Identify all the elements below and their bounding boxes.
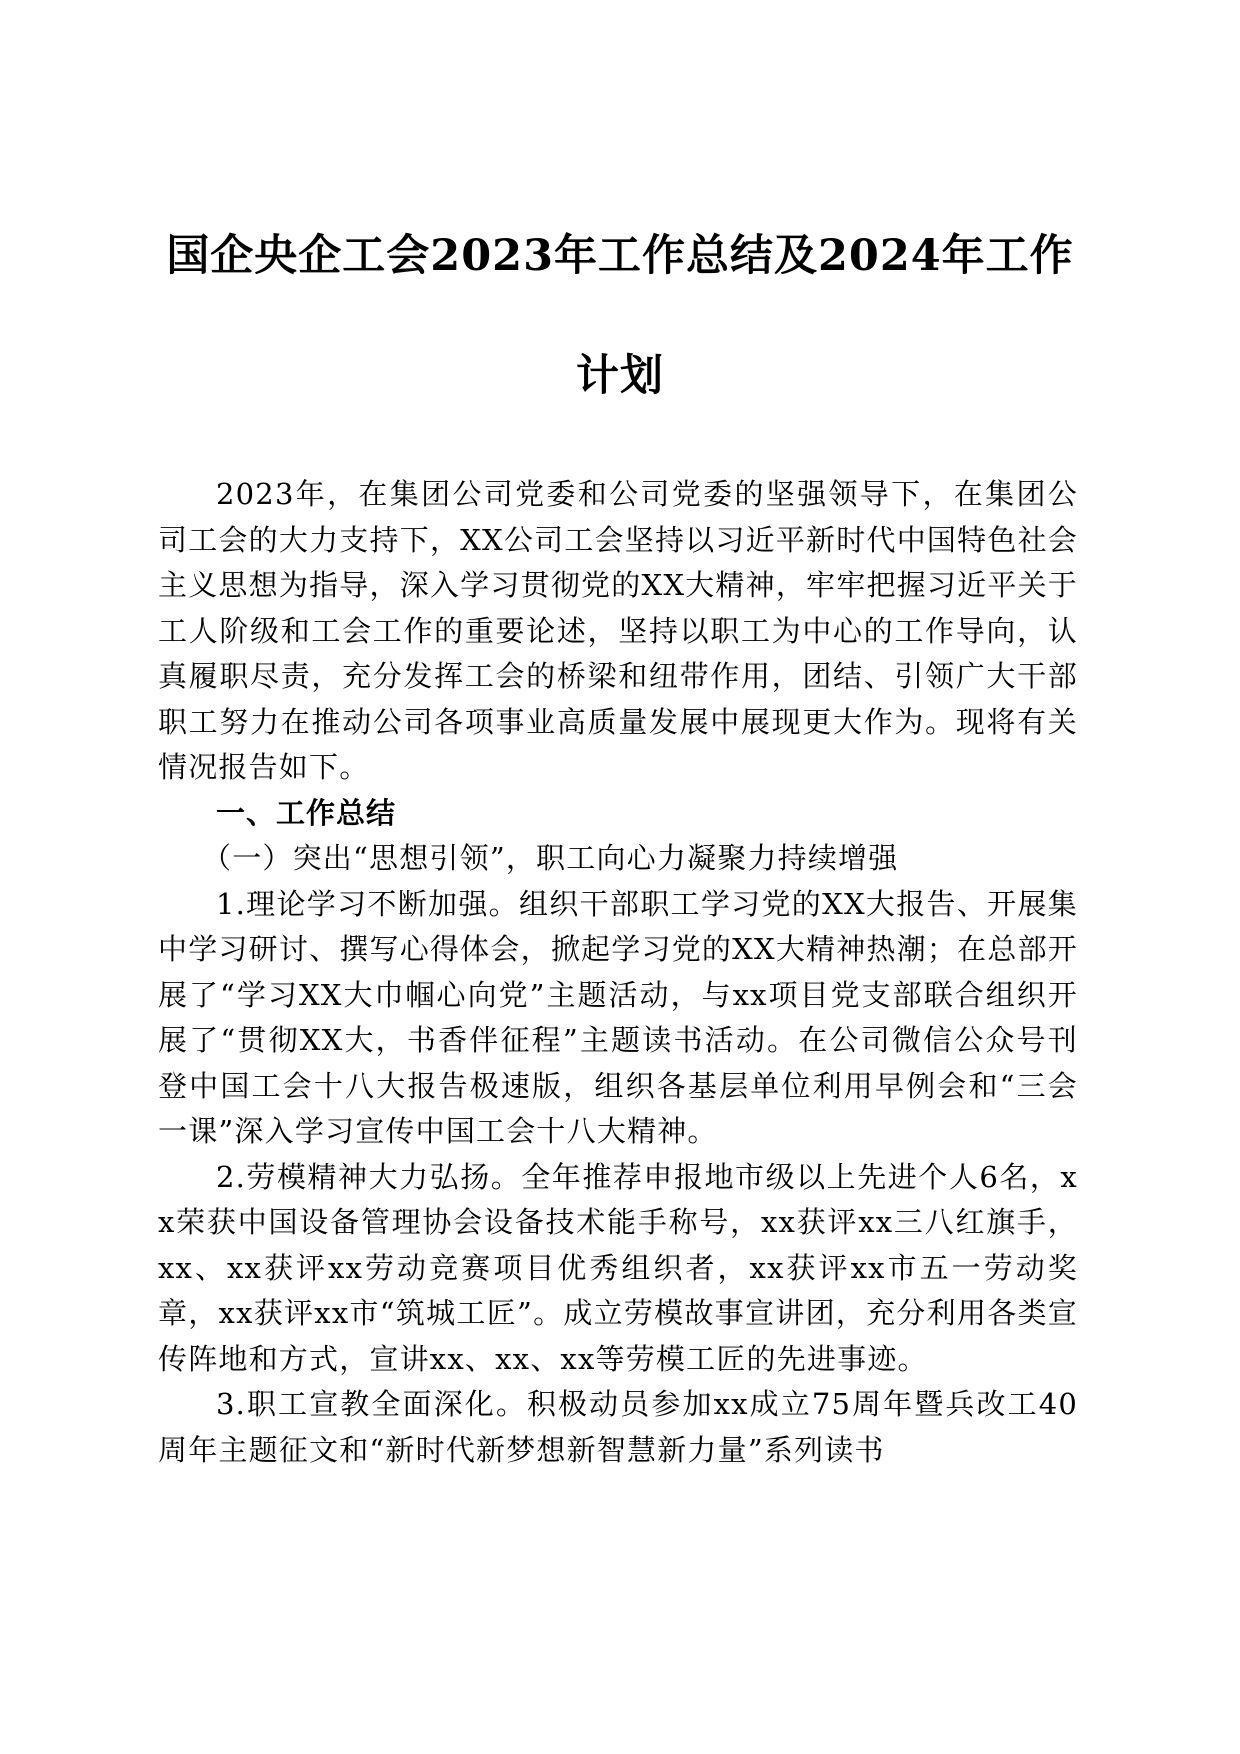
document-body <box>158 472 1078 1473</box>
item-paragraph-2: 2.劳模精神大力弘扬。全年推荐申报地市级以上先进个人6名，xx荣获中国设备管理协会设备技术能手称号，xx获评xx三八红旗手，xx、xx获评xx劳动竞赛项目优秀组织者，xx获评xx市五一劳动奖章，xx获评xx市“筑城工匠”。成立劳模故事宣讲团，充分利用各类宣传阵地和方式，宣讲xx、xx、xx等劳模工匠的先进事迹。 <box>158 1159 1078 1376</box>
document-title-line1: 国企央企工会2023年工作总结及2024年工作 <box>166 231 1074 281</box>
document-title-line2: 计划 <box>576 351 664 401</box>
intro-paragraph: 2023年，在集团公司党委和公司党委的坚强领导下，在集团公司工会的大力支持下，XX公司工会坚持以习近平新时代中国特色社会主义思想为指导，深入学习贯彻党的XX大精神，牢牢把握习近平关于工人阶级和工会工作的重要论述，坚持以职工为中心的工作导向，认真履职尽责，充分发挥工会的桥梁和纽带作用，团结、引领广大干部职工努力在推动公司各项事业高质量发展中展现更大作为。现将有关情况报告如下。 <box>158 477 1078 784</box>
subsection-heading: （一）突出“思想引领”，职工向心力凝聚力持续增强 <box>202 841 899 875</box>
item-paragraph-3: 3.职工宣教全面深化。积极动员参加xx成立75周年暨兵改工40周年主题征文和“新时代新梦想新智慧新力量”系列读书 <box>158 1387 1078 1467</box>
item-paragraph-1: 1.理论学习不断加强。组织干部职工学习党的XX大报告、开展集中学习研讨、撰写心得体会，掀起学习党的XX大精神热潮；在总部开展了“学习XX大巾帼心向党”主题活动，与xx项目党支部联合组织开展了“贯彻XX大，书香伴征程”主题读书活动。在公司微信公众号刊登中国工会十八大报告极速版，组织各基层单位利用早例会和“三会一课”深入学习宣传中国工会十八大精神。 <box>158 886 1078 1148</box>
section-heading: 一、工作总结 <box>216 795 397 830</box>
